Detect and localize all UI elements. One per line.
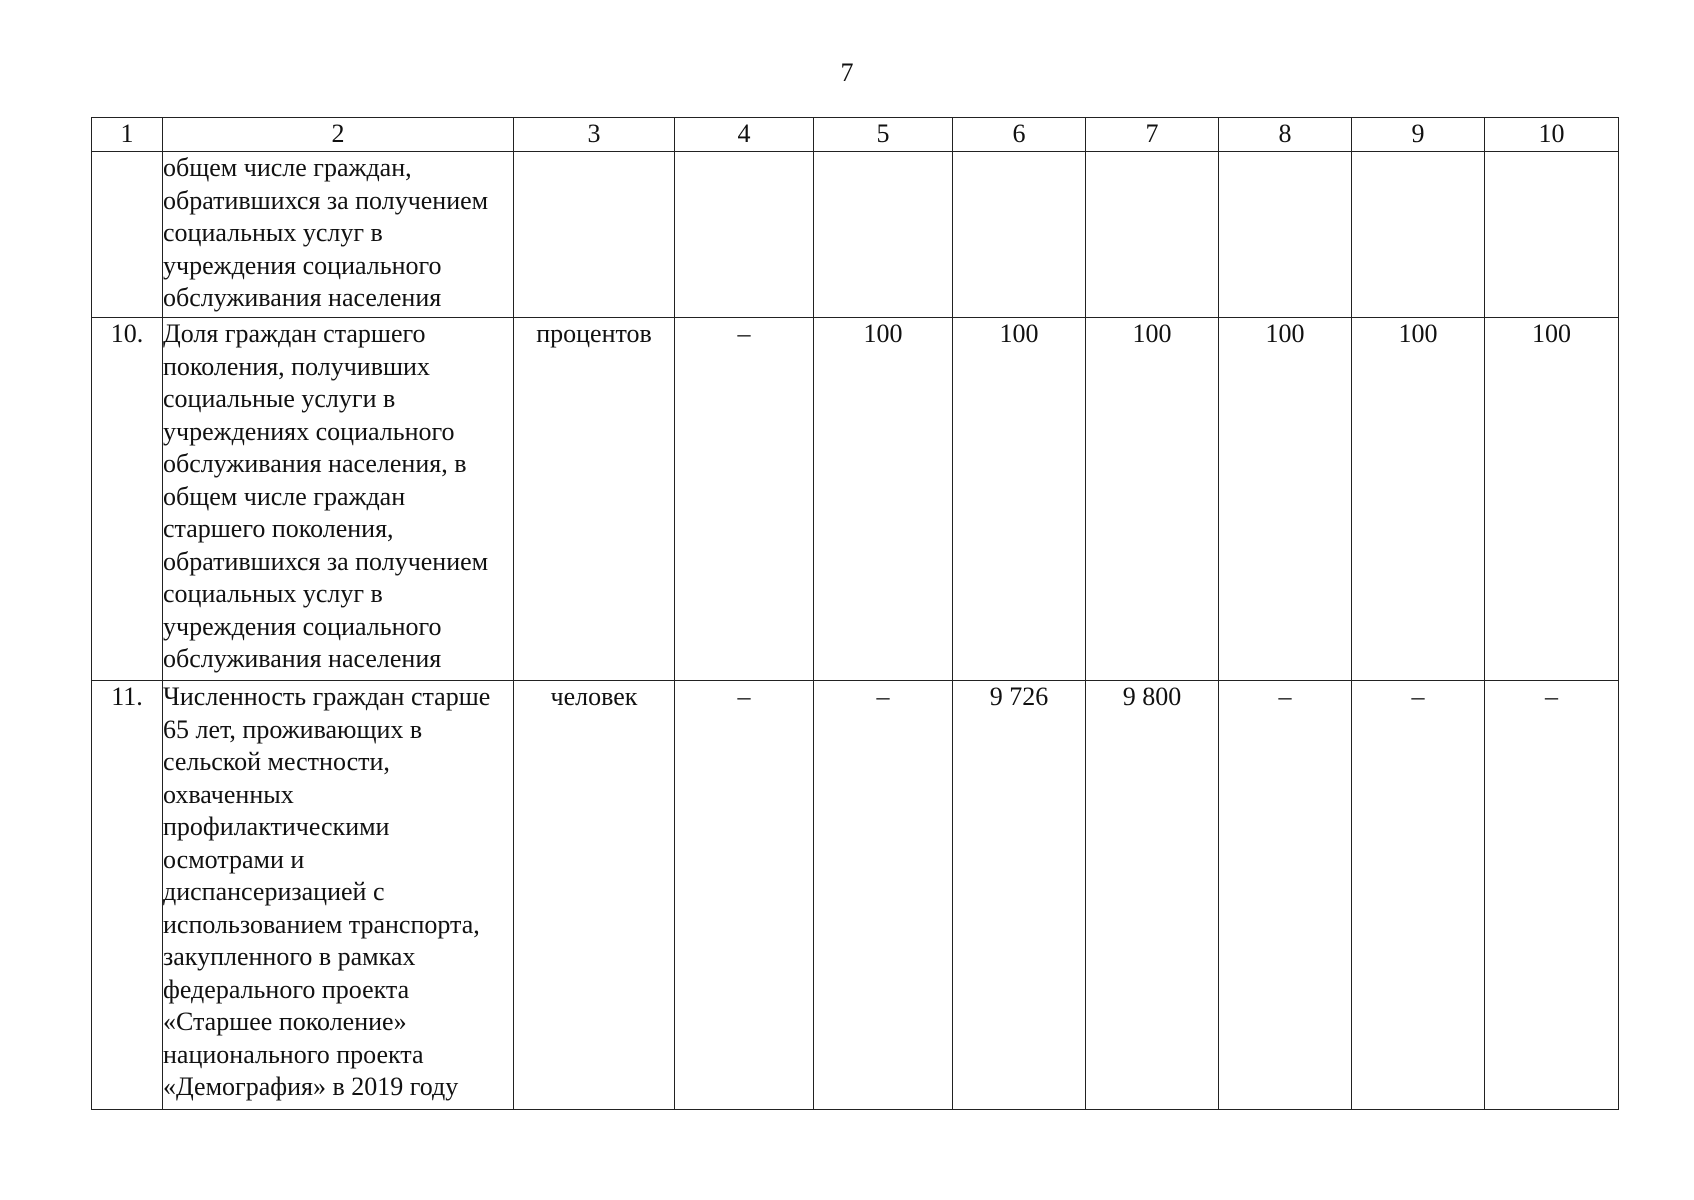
unit-cell: человек [514,681,675,1110]
column-header: 9 [1352,118,1485,152]
column-header: 7 [1086,118,1219,152]
value-cell: – [675,318,814,681]
value-cell: 9 726 [953,681,1086,1110]
page-number: 7 [840,58,854,87]
value-cell: 100 [1219,318,1352,681]
indicator-name: общем числе граждан, обратившихся за получением социальных услуг в учреждения социального обслуживания населения [163,152,514,318]
value-cell: 100 [814,318,953,681]
value-cell [1219,152,1352,318]
table-row [92,681,1619,1110]
column-header: 10 [1485,118,1619,152]
indicator-name: Доля граждан старшего поколения, получивших социальные услуги в учреждениях социального обслуживания населения, в общем числе граждан старшего поколения, обратившихся за получением социальных услуг в учреждения социального обслуживания населения [163,318,514,681]
column-header: 8 [1219,118,1352,152]
table-row [92,152,1619,318]
unit-cell: процентов [514,318,675,681]
unit-cell [514,152,675,318]
column-header: 5 [814,118,953,152]
value-cell [953,152,1086,318]
column-header: 2 [163,118,514,152]
column-header: 6 [953,118,1086,152]
value-cell: 100 [1485,318,1619,681]
value-cell [675,152,814,318]
table-row [92,318,1619,681]
value-cell: – [675,681,814,1110]
value-cell [814,152,953,318]
value-cell [1352,152,1485,318]
value-cell: 100 [1086,318,1219,681]
value-cell: – [814,681,953,1110]
value-cell: – [1219,681,1352,1110]
row-number [92,152,163,318]
column-header: 1 [92,118,163,152]
row-number: 10. [92,318,163,681]
indicators-table [91,117,1619,1110]
value-cell: 9 800 [1086,681,1219,1110]
column-header: 3 [514,118,675,152]
column-header: 4 [675,118,814,152]
row-number: 11. [92,681,163,1110]
value-cell: 100 [1352,318,1485,681]
header-row [92,118,1619,152]
value-cell: – [1485,681,1619,1110]
value-cell: 100 [953,318,1086,681]
value-cell [1485,152,1619,318]
value-cell: – [1352,681,1485,1110]
value-cell [1086,152,1219,318]
indicator-name: Численность граждан старше 65 лет, проживающих в сельской местности, охваченных профилактическими осмотрами и диспансеризацией с использованием транспорта, закупленного в рамках федерального проекта «Старшее поколение» национального проекта «Демография» в 2019 году [163,681,514,1110]
